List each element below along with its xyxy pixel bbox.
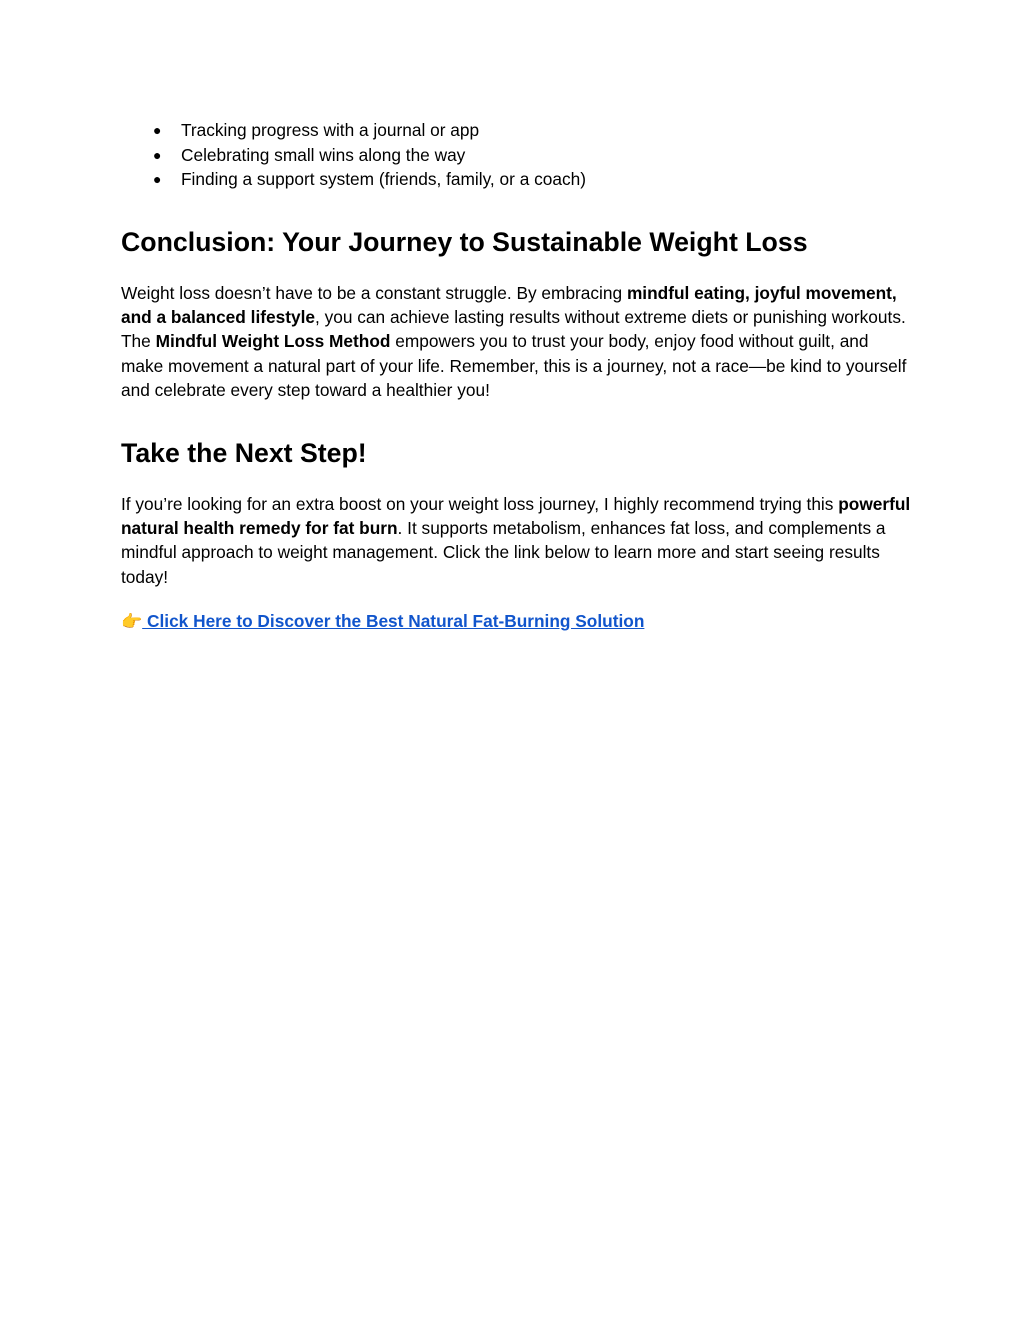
bullet-icon: ● [153,146,162,163]
conclusion-bold-1: mindful eating, joyful movement, and a balanced lifestyle [121,282,897,327]
list-item [121,143,911,168]
list-item-text: Finding a support system (friends, family, or a coach) [181,169,586,189]
list-item [121,167,911,192]
conclusion-heading: Conclusion: Your Journey to Sustainable Weight Loss [121,226,808,257]
document-page [121,118,911,635]
list-item-text: Celebrating small wins along the way [181,144,466,165]
conclusion-text-2: , you can achieve lasting results without extreme diets or punishing workouts. The [121,306,906,352]
cta-link[interactable] [121,611,644,631]
conclusion-text-3: empowers you to trust your body, enjoy food without guilt, and make movement a natural part of your life. Remember, this is a journey, not a race—be kind to yourself and celebrate every step toward a healthier you! [121,331,907,401]
next-step-heading: Take the Next Step! [121,437,367,468]
next-step-text-2: . It supports metabolism, enhances fat loss, and complements a mindful approach to weight management. Click the link below to learn more and start seeing results today! [121,517,886,587]
pointing-hand-icon: 👉 [121,612,143,632]
bullet-list [121,118,911,192]
cta-link-label[interactable]: Click Here to Discover the Best Natural Fat-Burning Solution [146,611,645,632]
list-item [121,118,911,143]
conclusion-bold-2: Mindful Weight Loss Method [155,331,391,352]
bullet-icon: ● [153,171,162,187]
conclusion-text-1: Weight loss doesn’t have to be a constant struggle. By embracing [121,282,627,303]
conclusion-paragraph [121,281,911,403]
cta-paragraph [121,609,911,634]
bullet-icon: ● [153,122,162,138]
next-step-bold-1: powerful natural health remedy for fat burn [121,493,911,538]
next-step-paragraph [121,492,911,590]
list-item-text: Tracking progress with a journal or app [181,120,480,140]
next-step-text-1: If you’re looking for an extra boost on your weight loss journey, I highly recommend trying this [121,493,839,514]
